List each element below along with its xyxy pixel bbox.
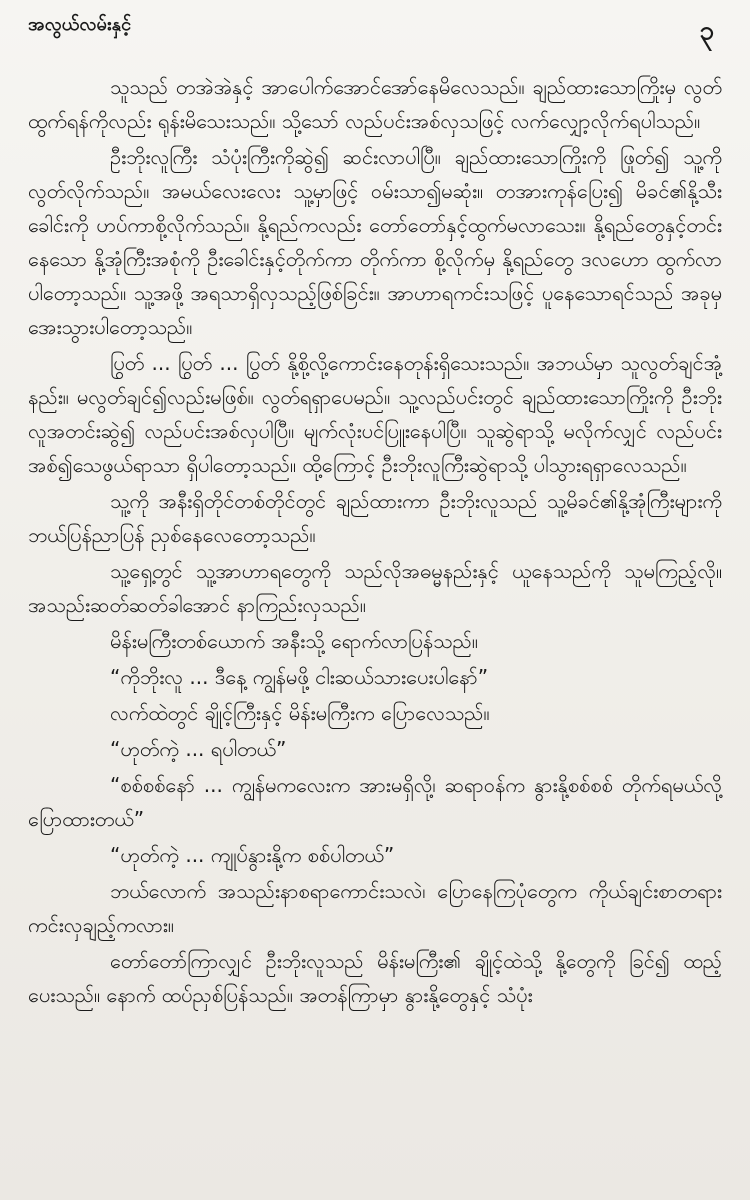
paragraph-5: သူ့ရှေ့တွင် သူ့အာဟာရတွေကို သည်လိုအဓမ္မနည်းနှင့် ယူနေသည်ကို သူမကြည့်လို။ အသည်းဆတ်ဆတ်ခါအောင် နာကြည်းလှသည်။ bbox=[28, 559, 722, 617]
paragraph-4: သူ့ကို အနီးရှိတိုင်တစ်တိုင်တွင် ချည်ထားကာ ဦးဘိုးလူသည် သူ့မိခင်၏နို့အုံကြီးများကို ဘယ်ပြန်ညာပြန် ညှစ်နေလေတော့သည်။ bbox=[28, 489, 722, 547]
paragraph-2: ဦးဘိုးလူကြီး သံပုံးကြီးကိုဆွဲ၍ ဆင်းလာပါပြီ။ ချည်ထားသောကြိုးကို ဖြုတ်၍ သူ့ကိုလွတ်လိုက်သည်။ အမယ်လေးလေး သူ့မှာဖြင့် ဝမ်းသာ၍မဆုံး။ တအားကုန်ပြေး၍ မိခင်၏နို့သီးခေါင်းကို ဟပ်ကာစို့လိုက်သည်။ နို့ရည်ကလည်း တော်တော်နှင့်ထွက်မလာသေး။ နို့ရည်တွေနှင့်တင်းနေသော နို့အုံကြီးအစုံကို ဦးခေါင်းနှင့်တိုက်ကာ တိုက်ကာ စို့လိုက်မှ နို့ရည်တွေ ဒလဟော ထွက်လာပါတော့သည်။ သူ့အဖို့ အရသာရှိလှသည့်ဖြစ်ခြင်း။ အာဟာရကင်းသဖြင့် ပူနေသောရင်သည် အခုမှအေးသွားပါတော့သည်။ bbox=[28, 145, 722, 339]
dialogue-line-1: “ကိုဘိုးလူ ... ဒီနေ့ ကျွန်မဖို့ ငါးဆယ်သားပေးပါနော်” bbox=[110, 665, 489, 689]
body-text bbox=[28, 70, 722, 1014]
paragraph-6: မိန်းမကြီးတစ်ယောက် အနီးသို့ ရောက်လာပြန်သည်။ bbox=[110, 629, 478, 653]
dialogue-line-2: “ဟုတ်ကဲ့ ... ရပါတယ်” bbox=[110, 737, 287, 761]
paragraph-7: လက်ထဲတွင် ချိုင့်ကြီးနှင့် မိန်းမကြီးက ပြောလေသည်။ bbox=[110, 701, 490, 725]
paragraph-1: သူသည် တအဲအဲနှင့် အာပေါက်အောင်အော်နေမိလေသည်။ ချည်ထားသောကြိုးမှ လွတ်ထွက်ရန်ကိုလည်း ရုန်းမိသေးသည်။ သို့သော် လည်ပင်းအစ်လှသဖြင့် လက်လျှော့လိုက်ရပါသည်။ bbox=[28, 75, 722, 133]
paragraph-3: ပြွတ် ... ပြွတ် ... ပြွတ် နို့စို့လို့ကောင်းနေတုန်းရှိသေးသည်။ အဘယ်မှာ သူလွတ်ချင်အုံ့နည်း။ မလွတ်ချင်၍လည်းမဖြစ်။ လွတ်ရရှာပေမည်။ သူ့လည်ပင်းတွင် ချည်ထားသောကြိုးကို ဦးဘိုးလူအတင်းဆွဲ၍ လည်ပင်းအစ်လှပါပြီ။ မျက်လုံးပင်ပြူးနေပါပြီ။ သူဆွဲရာသို့ မလိုက်လျှင် လည်ပင်းအစ်၍သေဖွယ်ရာသာ ရှိပါတော့သည်။ ထို့ကြောင့် ဦးဘိုးလူကြီးဆွဲရာသို့ ပါသွားရရှာလေသည်။ bbox=[28, 351, 722, 477]
paragraph-9: တော်တော်ကြာလျှင် ဦးဘိုးလူသည် မိန်းမကြီး၏ ချိုင့်ထဲသို့ နို့တွေကို ခြင်၍ ထည့်ပေးသည်။ နောက် ထပ်ညှစ်ပြန်သည်။ အတန်ကြာမှာ နွားနို့တွေနှင့် သံပုံး bbox=[28, 949, 722, 1007]
dialogue-line-4: “ဟုတ်ကဲ့ ... ကျုပ်နွားနို့က စစ်ပါတယ်” bbox=[110, 843, 395, 867]
paragraph-8: ဘယ်လောက် အသည်းနာစရာကောင်းသလဲ၊ ပြောနေကြပုံတွေက ကိုယ်ချင်းစာတရား ကင်းလှချည့်ကလား။ bbox=[28, 879, 722, 937]
dialogue-line-3: “စစ်စစ်နော် ... ကျွန်မကလေးက အားမရှိလို့၊ ဆရာဝန်က နွားနို့စစ်စစ် တိုက်ရမယ်လို့ပြောထားတယ်” bbox=[28, 773, 722, 831]
running-header-title: အလွယ်လမ်းနှင့် bbox=[28, 14, 132, 35]
page-number: ၃ bbox=[699, 16, 714, 46]
